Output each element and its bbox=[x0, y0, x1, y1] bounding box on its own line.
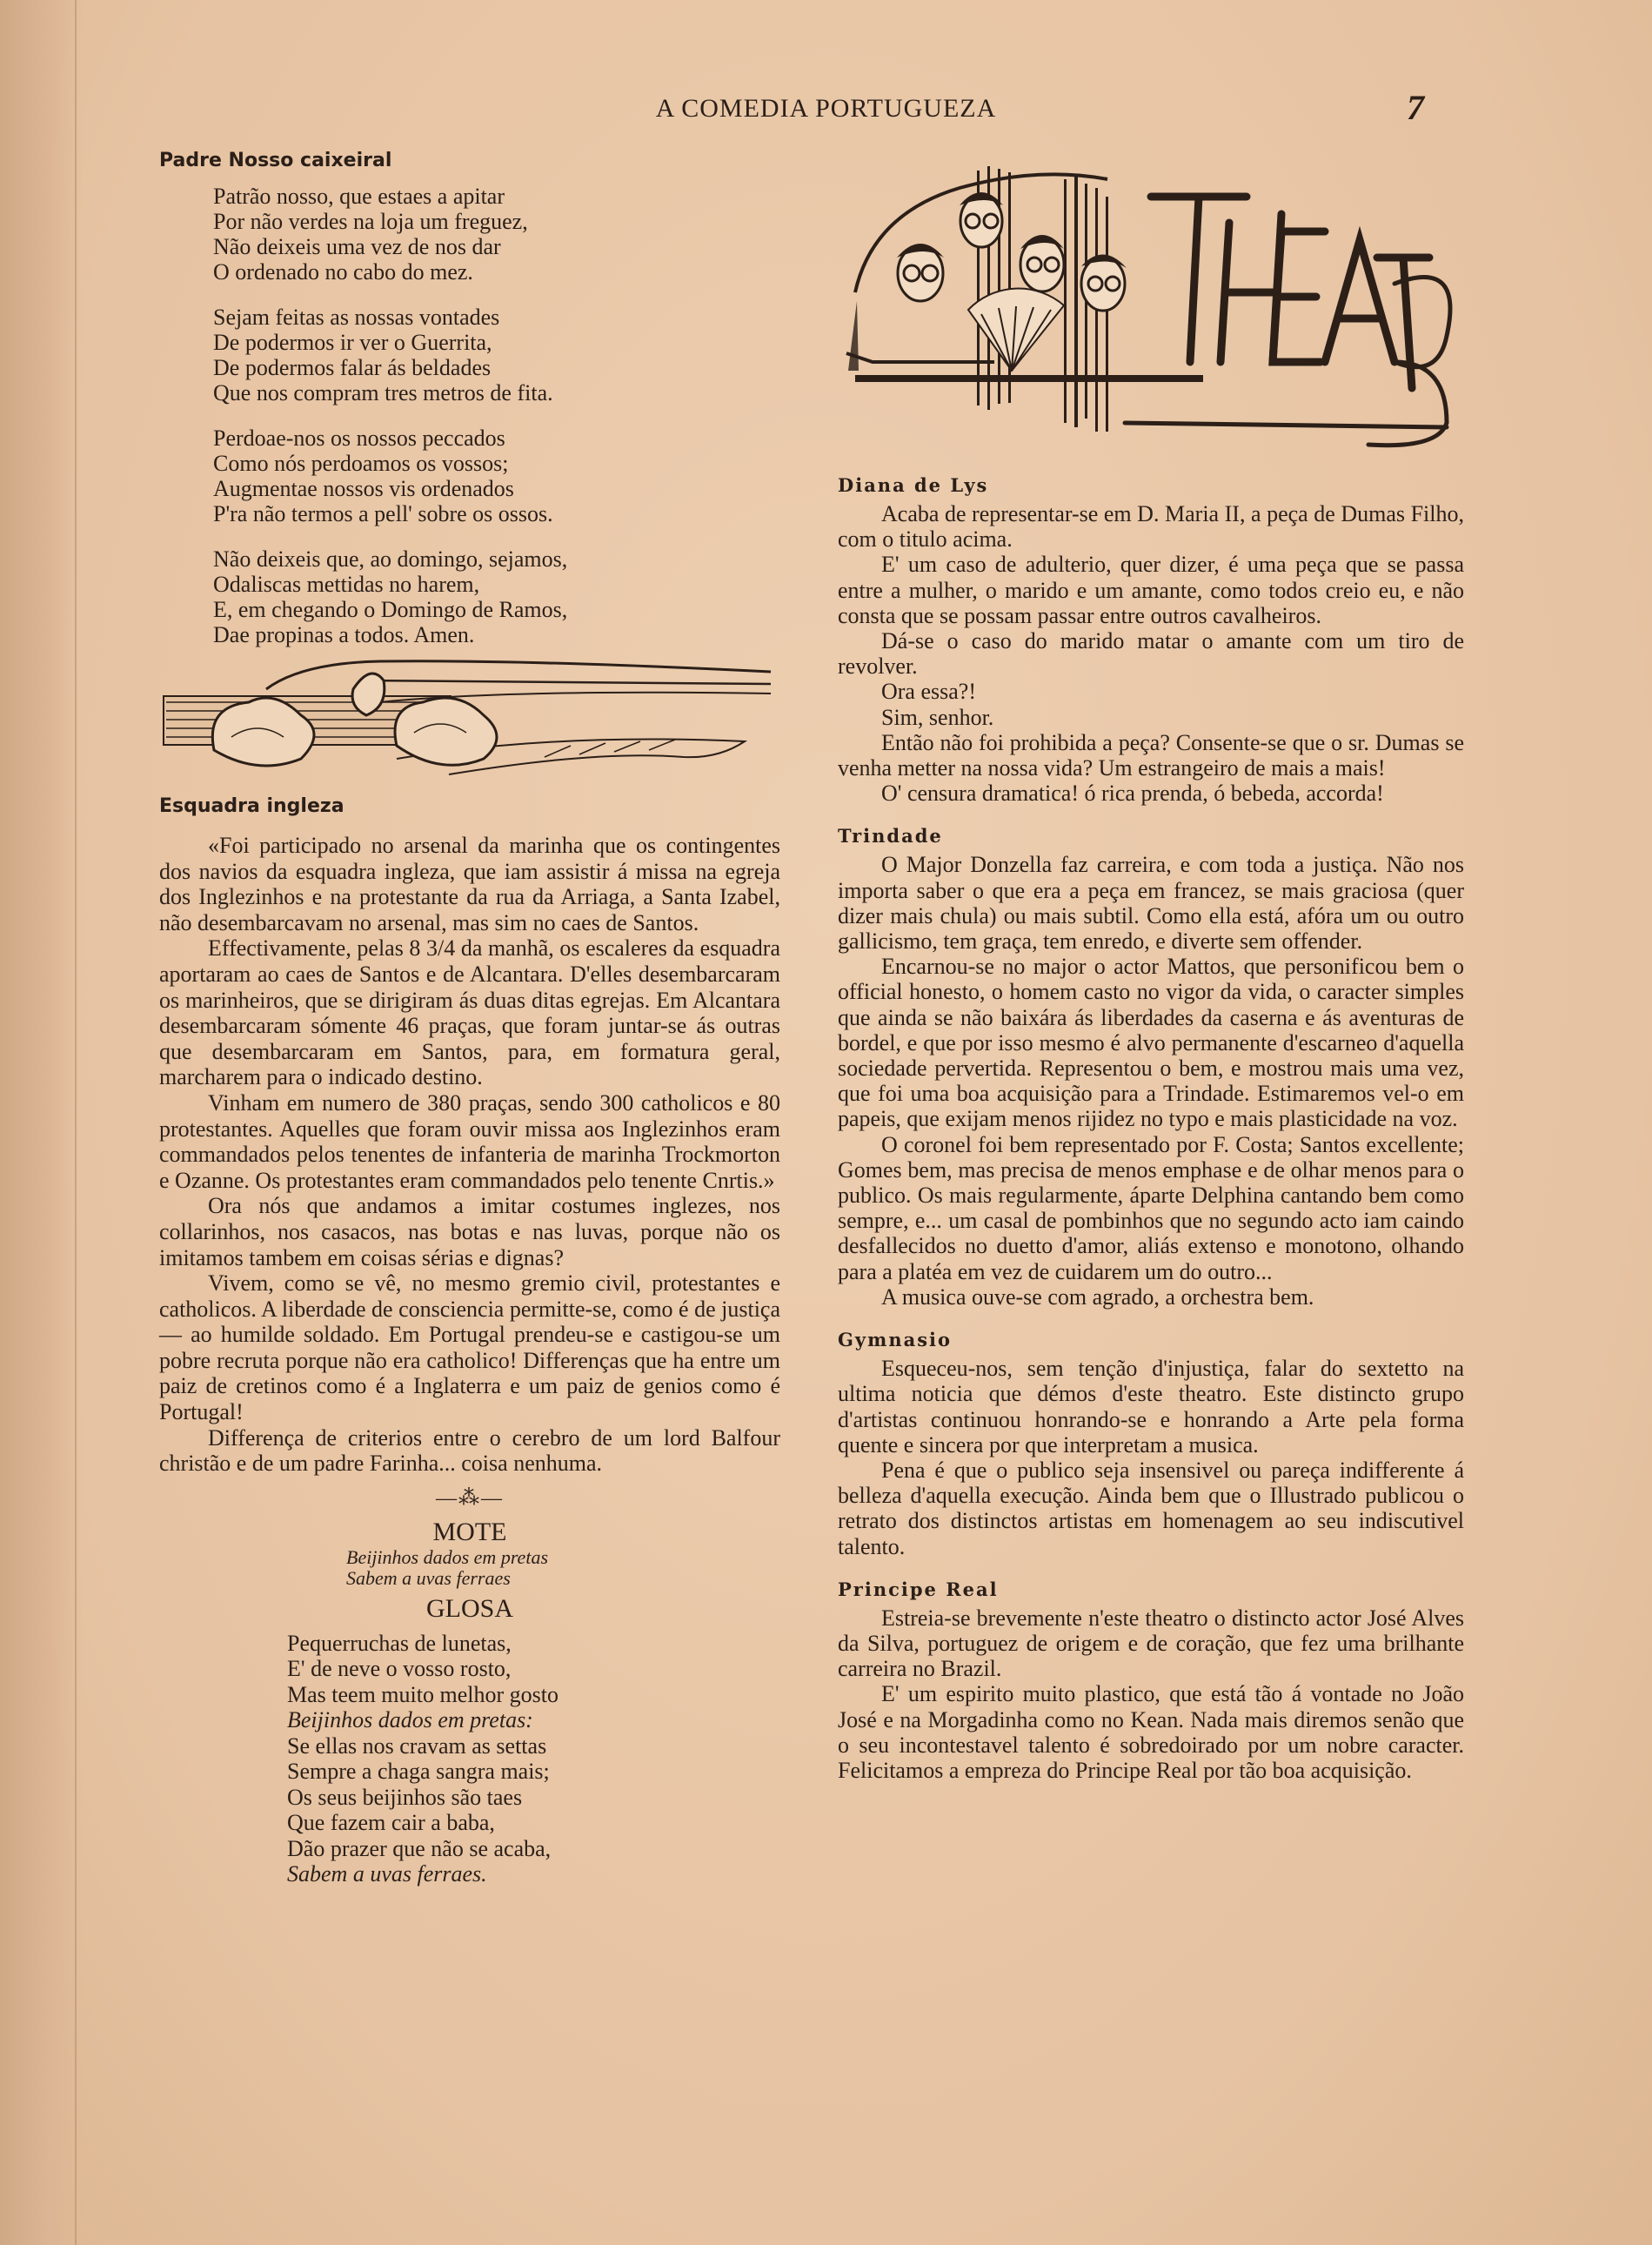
mote-lines bbox=[346, 1547, 780, 1589]
lily-ornament bbox=[162, 654, 776, 783]
article-paragraph: Acaba de representar-se em D. Maria II, a peça de Dumas Filho, com o titulo acima. bbox=[838, 501, 1464, 553]
verse-line: Sabem a uvas ferraes. bbox=[287, 1861, 487, 1887]
section-title-gymnasio: Gymnasio bbox=[838, 1329, 953, 1351]
article-paragraph: O' censura dramatica! ó rica prenda, ó bebeda, accorda! bbox=[881, 781, 1384, 807]
article-paragraph: Encarnou-se no major o actor Mattos, que personificou bem o official honesto, o homem casto no vigor da vida, o caracter simples que ainda se não baixára ás liberdades da caserna e ás aventuras de bordel, e que por isso mesmo é alvo permanente d'escarneo d'aquella sociedade pervertida. Representou o bem, e mostrou mais uma vez, que foi uma boa acquisição para a Trindade. Estimaremos vel-o em papeis, que exijam menos rijidez no typo e mais plasticidade na voz. bbox=[838, 954, 1464, 1132]
stanza bbox=[213, 305, 780, 405]
article-paragraph: Então não foi prohibida a peça? Consente-se que o sr. Dumas se venha metter na nossa vida? Um estrangeiro de mais a mais! bbox=[838, 729, 1464, 781]
verse-line: Por não verdes na loja um freguez, bbox=[213, 209, 528, 234]
verse-line: P'ra não termos a pell' sobre os ossos. bbox=[213, 501, 553, 526]
verse-line: Os seus beijinhos são taes bbox=[287, 1784, 523, 1810]
right-column bbox=[838, 474, 1464, 1783]
verse-line: E, em chegando o Domingo de Ramos, bbox=[213, 597, 568, 622]
glosa-title: GLOSA bbox=[425, 1593, 513, 1623]
stanza bbox=[213, 184, 780, 285]
verse-line: Odaliscas mettidas no harem, bbox=[213, 572, 480, 597]
verse-line: Pequerruchas de lunetas, bbox=[287, 1630, 512, 1656]
verse-line: Mas teem muito melhor gosto bbox=[287, 1681, 558, 1707]
glosa-poem bbox=[287, 1631, 780, 1887]
verse-line: Patrão nosso, que estaes a apitar bbox=[213, 184, 505, 209]
article-paragraph: Pena é que o publico seja insensivel ou pareça indifferente á belleza d'aquella execução. Ainda bem que o Illustrado publicou o retrato dos distinctos artistas em homenagem ao seu indiscutivel talento. bbox=[838, 1457, 1464, 1559]
article-title: Esquadra ingleza bbox=[159, 795, 344, 817]
theatros-illustration bbox=[838, 162, 1464, 458]
article-paragraph: E' um espirito muito plastico, que está tão á vontade no João José e na Morgadinha como no Kean. Nada mais diremos senão que o seu incontestavel talento é sobredoirado por um nobre caracter. Felicitamos a empreza do Principe Real por tão boa acquisição. bbox=[838, 1681, 1464, 1783]
article-paragraph: Vivem, como se vê, no mesmo gremio civil, protestantes e catholicos. A liberdade de consciencia permitte-se, como é de justiça — ao humilde soldado. Em Portugal prendeu-se e castigou-se um pobre recruta porque não era catholico! Differenças que ha entre um paiz de cretinos como é a Inglaterra e um paiz de genios como é Portugal! bbox=[159, 1270, 781, 1425]
verse-line: Como nós perdoamos os vossos; bbox=[213, 451, 509, 476]
verse-line: E' de neve o vosso rosto, bbox=[287, 1656, 512, 1682]
article-paragraph: «Foi participado no arsenal da marinha que os contingentes dos navios da esquadra ingleza, que iam assistir á missa na egreja dos Inglezinhos e na protestante da rua da Arriaga, a Santa Izabel, não desembarcavam no arsenal, mas sim no caes de Santos. bbox=[159, 833, 780, 935]
verse-line: O ordenado no cabo do mez. bbox=[213, 259, 473, 285]
article-paragraph: Vinham em numero de 380 praças, sendo 300 catholicos e 80 protestantes. Aquelles que foram ouvir missa aos Inglezinhos eram commandados pelos tenentes de infanteria de marinha Trockmorton e Ozanne. Os protestantes eram commandados pelo tenente Cnrtis.» bbox=[159, 1089, 780, 1193]
article-paragraph: O coronel foi bem representado por F. Costa; Santos excellente; Gomes bem, mas precisa de menos emphase e de olhar menos para o publico. Os mais regularmente, áparte Delphina cantando bem como sempre, e... um casal de pombinhos que no segundo acto iam caindo desfallecidos no duetto d'amor, aliás extenso e monotono, olhando para a platéa em vez de cuidarem um do outro... bbox=[838, 1131, 1464, 1284]
poem-padre-nosso bbox=[213, 184, 780, 647]
page-number: 7 bbox=[1407, 88, 1424, 127]
verse-line: Que nos compram tres metros de fita. bbox=[213, 380, 553, 405]
running-title: A COMEDIA PORTUGUEZA bbox=[655, 94, 997, 123]
article-paragraph: Differença de criterios entre o cerebro de um lord Balfour christão e de um padre Farinha... coisa nenhuma. bbox=[159, 1424, 780, 1477]
article-paragraph: Ora nós que andamos a imitar costumes inglezes, nos collarinhos, nos casacos, nas botas e nas luvas, porque não os imitamos tambem em coisas sérias e dignas? bbox=[159, 1193, 780, 1270]
section-divider: —⁂— bbox=[436, 1486, 504, 1510]
article-paragraph: Esqueceu-nos, sem tenção d'injustiça, falar do sextetto na ultima noticia que démos d'este theatro. Este distincto grupo d'artistas continuou honrando-se e honrando a Arte pela forma quente e sincera por que interpretam a musica. bbox=[838, 1356, 1464, 1458]
article-paragraph: Dá-se o caso do marido matar o amante com um tiro de revolver. bbox=[838, 628, 1464, 680]
article-paragraph: O Major Donzella faz carreira, e com toda a justiça. Não nos importa saber o que era a peça em francez, se mais graciosa (quer dizer mais chula) ou mais subtil. Como ella está, afóra um ou outro gallicismo, tem graça, tem enredo, e diverte sem offender. bbox=[838, 852, 1464, 955]
section-title-trindade: Trindade bbox=[838, 825, 943, 848]
left-column bbox=[159, 150, 780, 1887]
article-paragraph: Ora essa?! bbox=[881, 679, 976, 705]
section-title-diana: Diana de Lys bbox=[838, 474, 989, 496]
mote-line: Beijinhos dados em pretas bbox=[346, 1545, 548, 1568]
article-paragraph: Sim, senhor. bbox=[881, 704, 994, 730]
article-paragraph: E' um caso de adulterio, quer dizer, é uma peça que se passa entre a mulher, o marido e um amante, como todos creio eu, e não consta que se possam passar entre outros cavalheiros. bbox=[838, 552, 1464, 628]
verse-line: Não deixeis uma vez de nos dar bbox=[213, 234, 501, 259]
poem-title: Padre Nosso caixeiral bbox=[159, 150, 392, 171]
verse-line: Beijinhos dados em pretas: bbox=[287, 1707, 533, 1733]
section-title-principe-real: Principe Real bbox=[838, 1578, 999, 1600]
verse-line: Se ellas nos cravam as settas bbox=[287, 1732, 547, 1759]
verse-line: Sejam feitas as nossas vontades bbox=[213, 305, 500, 330]
mote-line: Sabem a uvas ferraes bbox=[346, 1566, 511, 1589]
article-paragraph: Effectivamente, pelas 8 3/4 da manhã, os escaleres da esquadra aportaram ao caes de Santos e de Alcantara. D'elles desembarcaram os marinheiros, que se dirigiram ás duas ditas egrejas. Em Alcantara desembarcaram sómente 46 praças, que foram juntar-se ás outras que desembarcaram em Santos, para, em formatura geral, marcharem para o indicado destino. bbox=[159, 935, 780, 1090]
binding-gutter bbox=[0, 0, 83, 2245]
article-paragraph: A musica ouve-se com agrado, a orchestra bem. bbox=[881, 1283, 1314, 1310]
stanza bbox=[213, 426, 780, 526]
verse-line: De podermos ir ver o Guerrita, bbox=[213, 330, 492, 355]
verse-line: Dae propinas a todos. Amen. bbox=[213, 622, 475, 647]
verse-line: Sempre a chaga sangra mais; bbox=[287, 1759, 550, 1785]
verse-line: Augmentae nossos vis ordenados bbox=[213, 476, 514, 501]
verse-line: Dão prazer que não se acaba, bbox=[287, 1835, 552, 1861]
mote-title: MOTE bbox=[432, 1517, 507, 1546]
verse-line: Não deixeis que, ao domingo, sejamos, bbox=[213, 546, 568, 572]
verse-line: Que fazem cair a baba, bbox=[287, 1810, 495, 1836]
stanza bbox=[213, 546, 780, 647]
verse-line: Perdoae-nos os nossos peccados bbox=[213, 426, 505, 451]
article-paragraph: Estreia-se brevemente n'este theatro o distincto actor José Alves da Silva, portuguez de origem e de coração, que fez uma brilhante carreira no Brazil. bbox=[838, 1605, 1464, 1682]
binding-edge bbox=[75, 0, 77, 2245]
verse-line: De podermos falar ás beldades bbox=[213, 355, 492, 380]
